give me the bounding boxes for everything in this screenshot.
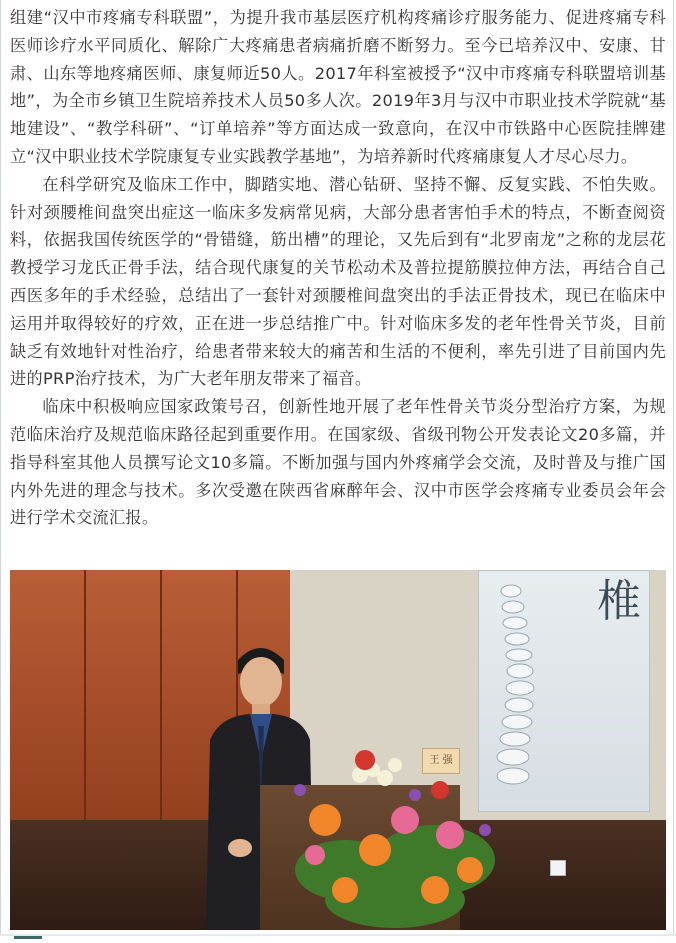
footer-accent [14,936,42,939]
paragraph-3: 临床中积极响应国家政策号召，创新性地开展了老年性骨关节炎分型治疗方案，为规范临床治疗及规范临床路径起到重要作用。在国家级、省级刊物公开发表论文20多篇，并指导科室其他人员撰写论文10多篇。不断加强与国内外疼痛学会交流，及时普及与推广国内外先进的理念与技术。多次受邀在陕西省麻醉年会、汉中市医学会疼痛专业委员会年会进行学术交流汇报。 [10,397,666,528]
article-body [10,4,666,532]
paragraph-2: 在科学研究及临床工作中，脚踏实地、潜心钻研、坚持不懈、反复实践、不怕失败。针对颈腰椎间盘突出症这一临床多发病常见病，大部分患者害怕手术的特点，不断查阅资料，依据我国传统医学的“骨错缝，筋出槽”的理论，又先后到有“北罗南龙”之称的龙层花教授学习龙氏正骨手法，结合现代康复的关节松动术及普拉提筋膜拉伸方法，再结合自己西医多年的手术经验，总结出了一套针对颈腰椎间盘突出的手法正骨技术，现已在临床中运用并取得较好的疗效，正在进一步总结推广中。针对临床多发的老年性骨关节炎，目前缺乏有效地针对性治疗，给患者带来较大的痛苦和生活的不便利，率先引进了目前国内先进的PRP治疗技术，为广大老年朋友带来了福音。 [10,174,666,389]
name-card: 王 强 [422,748,460,774]
screen-title-character: 椎 [597,576,641,627]
footer-divider [0,934,676,943]
flower-arrangement [285,750,505,930]
paragraph-1: 组建“汉中市疼痛专科联盟”，为提升我市基层医疗机构疼痛诊疗服务能力、促进疼痛专科医师诊疗水平同质化、解除广大疼痛患者病痛折磨不断努力。至今已培养汉中、安康、甘肃、山东等地疼痛医师、康复师近50人。2017年科室被授予“汉中市疼痛专科联盟培训基地”，为全市乡镇卫生院培养技术人员50多人次。2019年3月与汉中市职业技术学院就“基地建设”、“教学科研”、“订单培养”等方面达成一致意向，在汉中市铁路中心医院挂牌建立“汉中职业技术学院康复专业实践教学基地”，为培养新时代疼痛康复人才尽心尽力。 [10,8,666,166]
wall-outlet [550,860,566,876]
lecture-photo [10,570,666,930]
